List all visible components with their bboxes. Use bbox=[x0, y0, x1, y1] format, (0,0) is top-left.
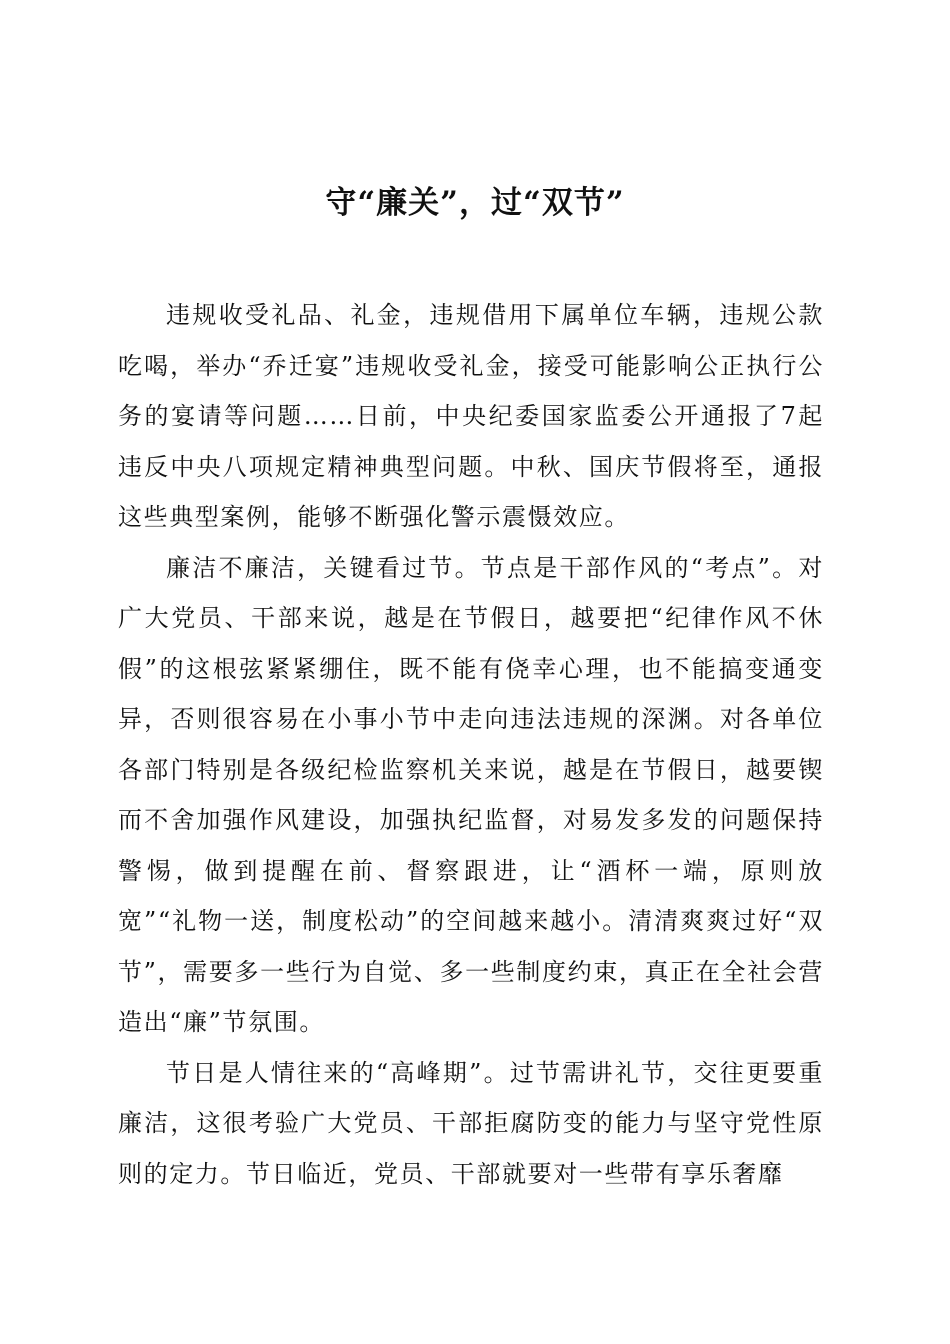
document-body bbox=[118, 290, 824, 1199]
paragraph-3: 节日是人情往来的“高峰期”。过节需讲礼节，交往更要重廉洁，这很考验广大党员、干部拒腐防变的能力与坚守党性原则的定力。节日临近，党员、干部就要对一些带有享乐奢靡 bbox=[118, 1058, 824, 1188]
paragraph-1: 违规收受礼品、礼金，违规借用下属单位车辆，违规公款吃喝，举办“乔迁宴”违规收受礼金，接受可能影响公正执行公务的宴请等问题……日前，中央纪委国家监委公开通报了7起违反中央八项规定精神典型问题。中秋、国庆节假将至，通报这些典型案例，能够不断强化警示震慑效应。 bbox=[118, 301, 824, 531]
document-title: 守“廉关”，过“双节” bbox=[325, 184, 625, 221]
paragraph-2: 廉洁不廉洁，关键看过节。节点是干部作风的“考点”。对广大党员、干部来说，越是在节假日，越要把“纪律作风不休假”的这根弦紧紧绷住，既不能有侥幸心理，也不能搞变通变异，否则很容易在小事小节中走向违法违规的深渊。对各单位各部门特别是各级纪检监察机关来说，越是在节假日，越要锲而不舍加强作风建设，加强执纪监督，对易发多发的问题保持警惕，做到提醒在前、督察跟进，让“酒杯一端，原则放宽”“礼物一送，制度松动”的空间越来越小。清清爽爽过好“双节”，需要多一些行为自觉、多一些制度约束，真正在全社会营造出“廉”节氛围。 bbox=[118, 553, 824, 1036]
